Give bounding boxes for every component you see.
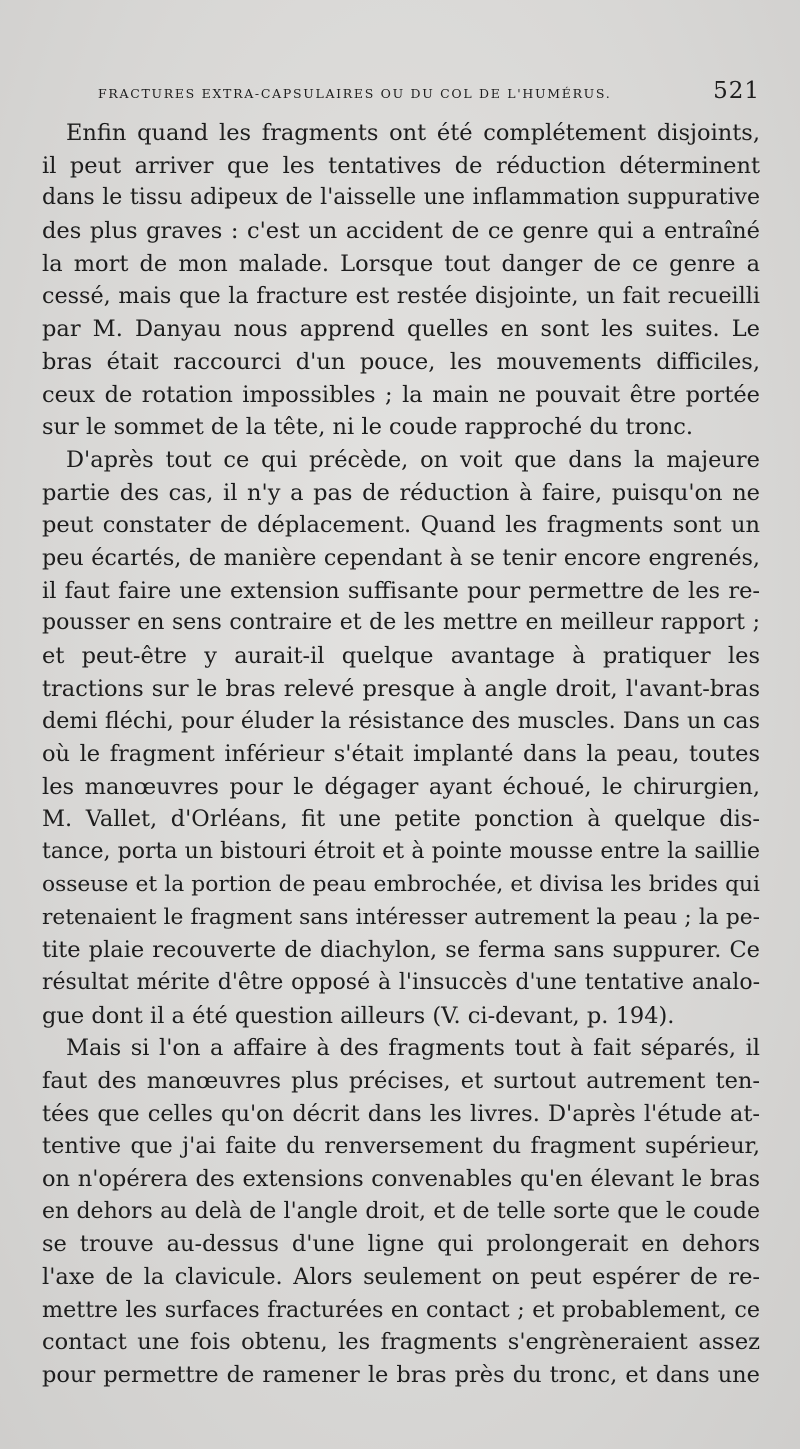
text-line: osseuse et la portion de peau embrochée, et divisa les brides qui <box>42 871 760 897</box>
text-line: tractions sur le bras relevé presque à angle droit, l'avant-bras <box>42 675 760 702</box>
text-line: tées que celles qu'on décrit dans les livres. D'après l'étude at- <box>42 1100 760 1127</box>
text-line: mettre les surfaces fracturées en contact ; et probablement, ce <box>42 1296 760 1323</box>
running-title: FRACTURES EXTRA-CAPSULAIRES OU DU COL DE L'HUMÉRUS. <box>98 86 612 101</box>
text-line: cessé, mais que la fracture est restée disjointe, un fait recueilli <box>42 283 760 310</box>
text-line: gue dont il a été question ailleurs (V. ci-devant, p. 194). <box>42 1002 675 1029</box>
text-line: partie des cas, il n'y a pas de réduction à faire, puisqu'on ne <box>42 479 760 506</box>
text-line: pousser en sens contraire et de les mettre en meilleur rapport ; <box>42 610 760 636</box>
text-line: la mort de mon malade. Lorsque tout danger de ce genre a <box>42 250 760 277</box>
text-line: il faut faire une extension suffisante pour permettre de les re- <box>42 577 760 604</box>
text-line: en dehors au delà de l'angle droit, et de telle sorte que le coude <box>42 1198 760 1224</box>
text-line: pour permettre de ramener le bras près du tronc, et dans une <box>42 1362 760 1389</box>
text-line: résultat mérite d'être opposé à l'insuccès d'une tentative analo- <box>42 969 760 995</box>
text-line: tite plaie recouverte de diachylon, se ferma sans suppurer. Ce <box>42 937 760 964</box>
body-text <box>42 117 760 1392</box>
text-line: D'après tout ce qui précède, on voit que dans la majeure <box>66 446 760 473</box>
text-line: il peut arriver que les tentatives de réduction déterminent <box>42 152 760 179</box>
text-line: contact une fois obtenu, les fragments s'engrèneraient assez <box>42 1329 760 1356</box>
text-line: retenaient le fragment sans intéresser autrement la peau ; la pe- <box>42 904 760 930</box>
text-line: l'axe de la clavicule. Alors seulement on peut espérer de re- <box>42 1264 760 1291</box>
text-line: demi fléchi, pour éluder la résistance des muscles. Dans un cas <box>42 708 760 735</box>
text-line: Enfin quand les fragments ont été complétement disjoints, <box>66 120 760 146</box>
page-number: 521 <box>713 78 760 104</box>
text-line: où le fragment inférieur s'était implanté dans la peau, toutes <box>42 741 760 768</box>
text-line: tance, porta un bistouri étroit et à pointe mousse entre la saillie <box>42 839 760 865</box>
text-line: Mais si l'on a affaire à des fragments tout à fait séparés, il <box>66 1035 760 1062</box>
text-line: et peut-être y aurait-il quelque avantage à pratiquer les <box>42 643 760 669</box>
text-line: bras était raccourci d'un pouce, les mouvements difficiles, <box>42 348 760 375</box>
text-line: dans le tissu adipeux de l'aisselle une inflammation suppurative <box>42 185 760 211</box>
text-line: sur le sommet de la tête, ni le coude rapproché du tronc. <box>42 414 694 441</box>
text-line: peu écartés, de manière cependant à se tenir encore engrenés, <box>42 544 760 571</box>
running-header <box>98 78 760 108</box>
text-line: faut des manœuvres plus précises, et surtout autrement ten- <box>42 1067 760 1094</box>
text-line: se trouve au-dessus d'une ligne qui prolongerait en dehors <box>42 1231 760 1258</box>
text-line: des plus graves : c'est un accident de ce genre qui a entraîné <box>42 218 760 245</box>
text-line: on n'opérera des extensions convenables qu'en élevant le bras <box>42 1166 760 1192</box>
text-line: ceux de rotation impossibles ; la main ne pouvait être portée <box>42 381 760 408</box>
text-line: tentive que j'ai faite du renversement du fragment supérieur, <box>42 1133 760 1160</box>
text-line: peut constater de déplacement. Quand les fragments sont un <box>42 512 760 539</box>
text-line: par M. Danyau nous apprend quelles en sont les suites. Le <box>42 316 760 343</box>
text-line: les manœuvres pour le dégager ayant échoué, le chirurgien, <box>42 773 760 800</box>
text-line: M. Vallet, d'Orléans, fit une petite ponction à quelque dis- <box>42 806 760 833</box>
